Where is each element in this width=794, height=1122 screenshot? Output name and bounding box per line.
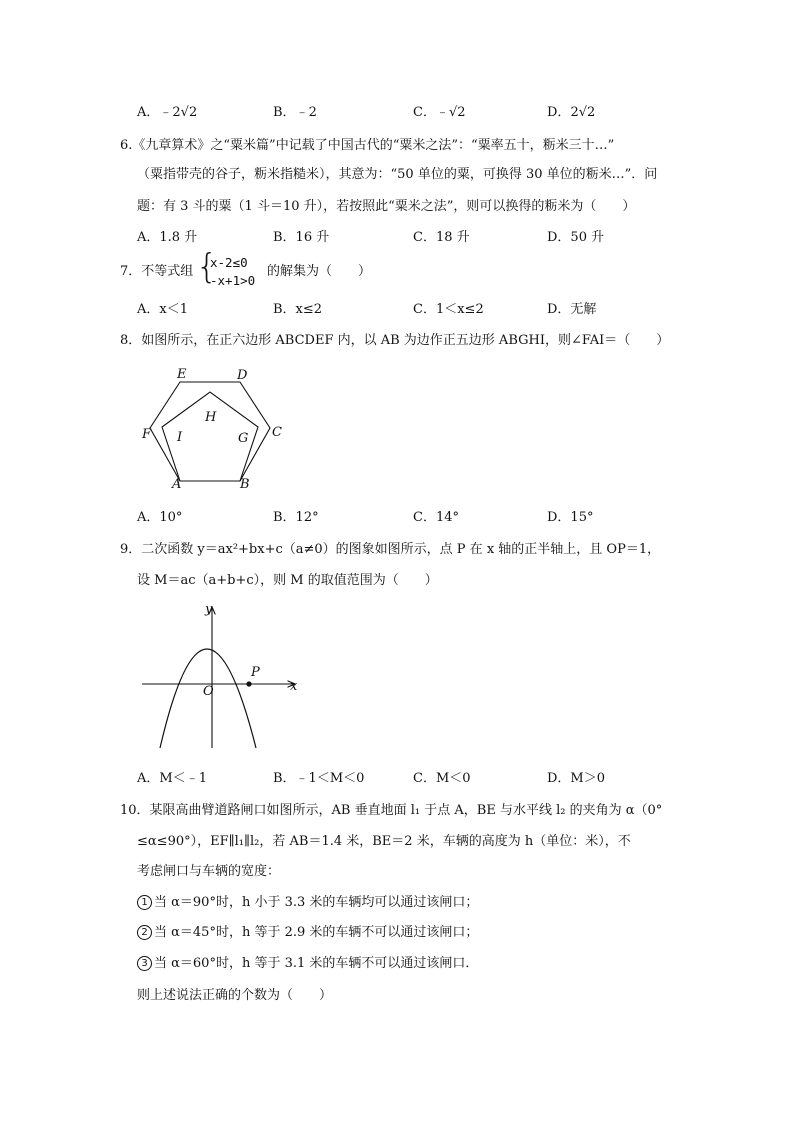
q10-closing: 则上述说法正确的个数为（ ） xyxy=(137,988,333,1003)
label-o: O xyxy=(203,684,214,699)
q7-inequality-2: -x+1>0 xyxy=(210,273,256,288)
q8-option-d: D．15° xyxy=(547,510,594,525)
q9-option-a: A．M＜﹣1 xyxy=(137,771,207,786)
parabola-figure xyxy=(140,602,305,752)
label-x: x xyxy=(290,679,298,694)
q7-option-d: D．无解 xyxy=(547,302,597,317)
label-h: H xyxy=(205,410,217,425)
label-p: P xyxy=(251,665,260,680)
circled-number-2: 2 xyxy=(137,925,152,940)
q6-option-c: C．18 升 xyxy=(413,230,470,245)
q7-option-b: B．x≤2 xyxy=(273,302,323,317)
q6-line2: （粟指带壳的谷子，粝米指糙米），其意为：“50 单位的粟，可换得 30 单位的粝米…”．问 xyxy=(137,167,658,182)
label-y: y xyxy=(205,602,213,617)
circled-number-3: 3 xyxy=(137,956,152,971)
label-i: I xyxy=(177,430,183,445)
circled-number-1: 1 xyxy=(137,895,152,910)
label-c: C xyxy=(272,425,282,440)
q5-option-d: D．2√2 xyxy=(547,105,596,120)
q10-line3: 考虑闸口与车辆的宽度： xyxy=(137,864,281,879)
q6-line3: 题：有 3 斗的粟（1 斗＝10 升），若按照此“粟米之法”，则可以换得的粝米为（ ） xyxy=(137,199,636,214)
q8-option-c: C．14° xyxy=(413,510,459,525)
q9-line2: 设 M＝ac（a+b+c），则 M 的取值范围为（ ） xyxy=(137,573,438,588)
brace-icon: { xyxy=(196,247,218,287)
q7-option-a: A．x＜1 xyxy=(137,302,188,317)
label-f: F xyxy=(142,427,152,442)
q8-option-b: B．12° xyxy=(273,510,319,525)
q10-statement-1: 1 当 α＝90°时，h 小于 3.3 米的车辆均可以通过该闸口； xyxy=(137,894,478,912)
q7-prefix: 7．不等式组 xyxy=(120,264,194,279)
q6-line1: 6.《九章算术》之“粟米篇”中记载了中国古代的“粟米之法”：“粟率五十，粝米三十…” xyxy=(120,138,615,153)
q5-option-a: A．﹣2√2 xyxy=(137,105,198,120)
q10-statement-3: 3 当 α＝60°时，h 等于 3.1 米的车辆不可以通过该闸口． xyxy=(137,955,478,973)
label-d: D xyxy=(237,368,248,383)
q9-option-b: B．﹣1＜M＜0 xyxy=(273,771,365,786)
q7-inequality-1: x-2≤0 xyxy=(210,255,248,270)
q10-line2: ≤α≤90°），EF∥l₁∥l₂，若 AB＝1.4 米，BE＝2 米，车辆的高度为 h（单位：米），不 xyxy=(137,834,631,849)
q5-option-b: B．﹣2 xyxy=(273,105,317,120)
q9-line1: 9．二次函数 y＝ax²+bx+c（a≠0）的图象如图所示，点 P 在 x 轴的正半轴上，且 OP＝1， xyxy=(120,542,661,557)
label-g: G xyxy=(238,431,249,446)
q6-option-d: D．50 升 xyxy=(547,230,605,245)
q8-option-a: A．10° xyxy=(137,510,183,525)
label-e: E xyxy=(177,367,187,382)
q6-option-a: A．1.8 升 xyxy=(137,230,198,245)
point-p xyxy=(246,681,251,686)
q10-line1: 10．某限高曲臂道路闸口如图所示，AB 垂直地面 l₁ 于点 A，BE 与水平线 l₂ 的夹角为 α（0° xyxy=(120,803,663,818)
q9-option-d: D．M＞0 xyxy=(547,771,606,786)
label-b: B xyxy=(240,477,250,492)
label-a: A xyxy=(172,477,182,492)
q10-statement-2: 2 当 α＝45°时，h 等于 2.9 米的车辆不可以通过该闸口； xyxy=(137,924,478,942)
q7-option-c: C．1＜x≤2 xyxy=(413,302,484,317)
q9-option-c: C．M＜0 xyxy=(413,771,471,786)
q8-stem: 8．如图所示，在正六边形 ABCDEF 内，以 AB 为边作正五边形 ABGHI，则∠FAI＝（ ） xyxy=(120,333,670,348)
q5-option-c: C．﹣√2 xyxy=(413,105,466,120)
regular-hexagon xyxy=(150,382,270,481)
q6-option-b: B．16 升 xyxy=(273,230,330,245)
q7-suffix: 的解集为（ ） xyxy=(267,264,372,279)
